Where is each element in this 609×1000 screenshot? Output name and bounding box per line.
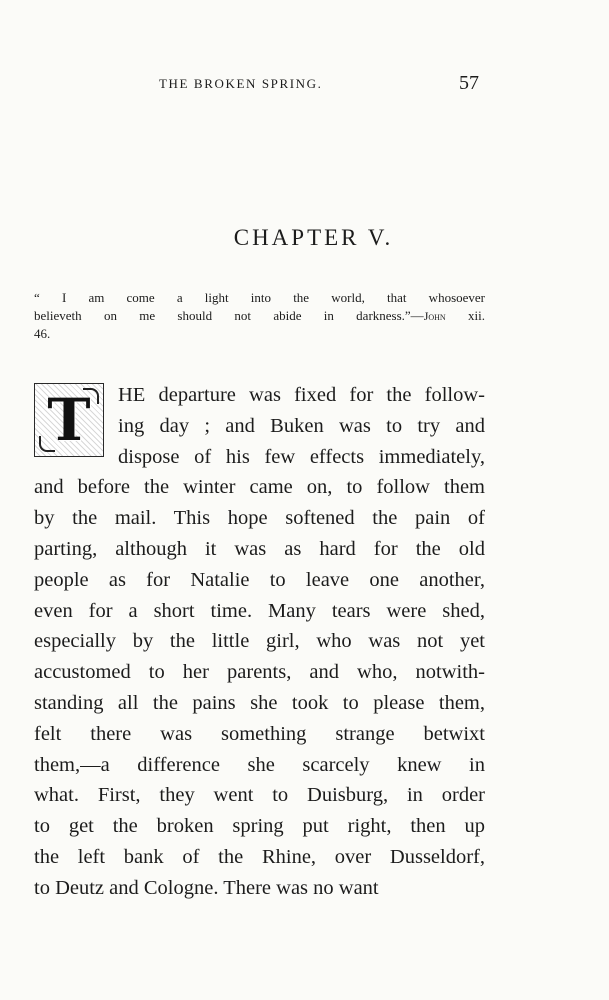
epigraph-line: “ I am come a light into the world, that whosoever (34, 290, 485, 305)
epigraph-reference-chapter: xii. (445, 308, 485, 323)
body-line: felt there was something strange betwixt (34, 722, 485, 745)
body-line: especially by the little girl, who was not yet (34, 630, 485, 653)
running-title: THE BROKEN SPRING. (159, 76, 323, 91)
body-line: people as for Natalie to leave one another, (34, 568, 485, 591)
body-line: accustomed to her parents, and who, notwith- (34, 661, 485, 684)
epigraph (34, 289, 485, 343)
body-line: parting, although it was as hard for the old (34, 537, 485, 560)
epigraph-line (34, 307, 485, 325)
epigraph-reference-book: John (423, 309, 446, 323)
body-line: the left bank of the Rhine, over Dusseldorf, (34, 845, 485, 868)
running-head (0, 72, 609, 96)
drop-cap-letter: T (47, 386, 91, 454)
body-line: by the mail. This hope softened the pain of (34, 507, 485, 530)
body-line: to Deutz and Cologne. There was no want (34, 876, 379, 899)
body-line: standing all the pains she took to please them, (34, 691, 485, 714)
chapter-title: CHAPTER V. (233, 225, 394, 250)
epigraph-line: 46. (34, 326, 51, 341)
body-line: what. First, they went to Duisburg, in order (34, 784, 485, 807)
body-line: dispose of his few effects immediately, (118, 445, 485, 468)
body-line: and before the winter came on, to follow them (34, 476, 485, 499)
body-line: HE departure was fixed for the follow- (118, 384, 485, 406)
body-line: ing day ; and Buken was to try and (118, 414, 485, 437)
body-line: even for a short time. Many tears were shed, (34, 599, 485, 622)
body-line: them,—a difference she scarcely knew in (34, 753, 485, 776)
body-line: to get the broken spring put right, then up (34, 815, 485, 838)
epigraph-text: believeth on me should not abide in darkness.”— (34, 308, 424, 323)
page-number: 57 (459, 72, 479, 94)
body-text (34, 380, 485, 904)
